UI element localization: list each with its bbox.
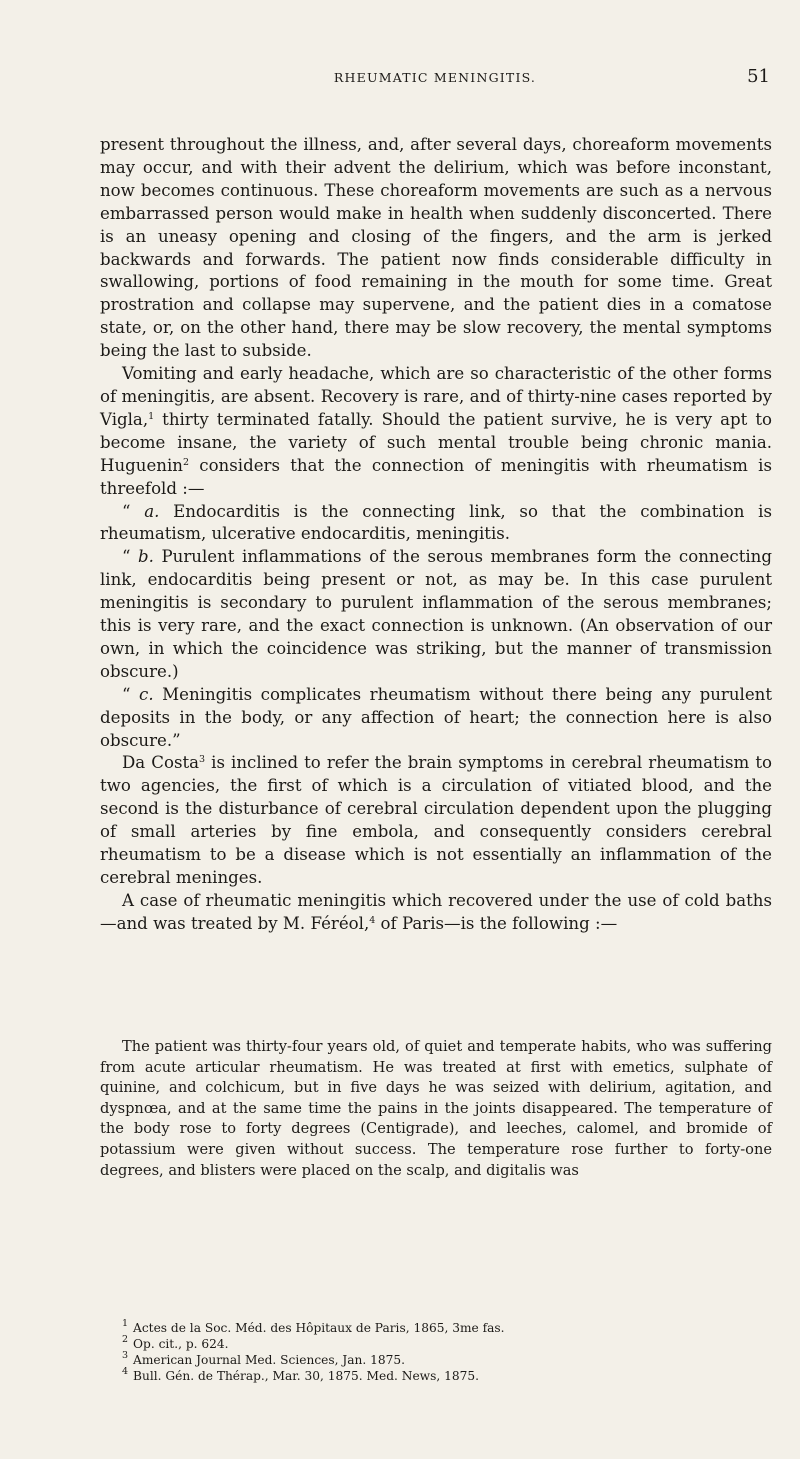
item-label: c. (139, 684, 154, 704)
paragraph-text: is inclined to refer the brain symptoms in cerebral rheumatism to two agencies, the first of which is a circulation of vitiated blood, and the second is the disturbance of cerebral circulation dependent upon the plugging of small arteries by fine embola, and consequently considers cerebral rheumatism to be a disease which is not essentially an inflammation of the cerebral meninges. (100, 753, 772, 887)
paragraph-text: of Paris—is the following :— (375, 913, 618, 933)
footnote-marker: 1 (122, 1318, 129, 1329)
paragraph-text: present throughout the illness, and, after several days, choreaform movements may occur, and with their advent the delirium, which was before inconstant, now becomes continuous. These choreaform movements are such as a nervous embarrassed person would make in health when suddenly disconcerted. There is an uneasy opening and closing of the fingers, and the arm is jerked backwards and forwards. The patient now finds considerable difficulty in swallowing, portions of food remaining in the mouth for some time. Great prostration and collapse may supervene, and the patient dies in a comatose state, or, on the other hand, there may be slow recovery, the mental symptoms being the last to subside. (100, 135, 772, 361)
footnote-2 (122, 1336, 772, 1352)
open-quote: “ (122, 547, 139, 567)
item-text: Endocarditis is the connecting link, so that the combination is rheumatism, ulcerative endocarditis, meningitis. (100, 501, 772, 544)
footnote-text: American Journal Med. Sciences, Jan. 1875. (133, 1353, 405, 1367)
footnote-3 (122, 1352, 772, 1368)
paragraph-text: Da Costa (122, 753, 200, 773)
footnote-ref-4: 4 (369, 914, 376, 926)
item-text: Purulent inflammations of the serous membranes form the connecting link, endocarditis being present or not, as may be. In this case purulent meningitis is secondary to purulent inflammation of the serous membranes; this is very rare, and the exact connection is unknown. (An observation of our own, in which the coincidence was striking, but the manner of transmission obscure.) (100, 547, 772, 681)
paragraph-da-costa (100, 752, 772, 889)
case-report (100, 1037, 772, 1181)
running-title: RHEUMATIC MENINGITIS. (333, 70, 537, 85)
paragraph-fereol-case (100, 890, 772, 936)
paragraph-text: thirty terminated fatally. Should the patient survive, he is very apt to become insane, the variety of such mental trouble being chronic mania. Huguenin (100, 409, 772, 475)
paragraph-vigla (100, 363, 772, 500)
footnote-text: Actes de la Soc. Méd. des Hôpitaux de Paris, 1865, 3me fas. (133, 1321, 505, 1335)
footnote-ref-1: 1 (148, 410, 155, 422)
footnote-marker: 3 (122, 1350, 129, 1361)
paragraph-text: Vomiting and early headache, which are so characteristic of the other forms of meningitis, are absent. Recovery is rare, and of thirty-nine cases reported by Vigla, (100, 364, 772, 429)
running-header (100, 66, 770, 90)
paragraph-continued (100, 134, 772, 363)
item-text: Meningitis complicates rheumatism without there being any purulent deposits in the body, or any affection of heart; the connection here is also obscure.” (100, 684, 772, 750)
footnote-1 (122, 1320, 772, 1336)
footnote-4 (122, 1368, 772, 1384)
footnote-ref-3: 3 (199, 754, 206, 766)
page-number: 51 (747, 66, 770, 87)
quote-item-c (100, 684, 772, 753)
footnote-marker: 4 (122, 1366, 129, 1377)
quote-item-b (100, 546, 772, 683)
footnotes (122, 1320, 772, 1384)
open-quote: “ (122, 684, 140, 704)
footnote-ref-2: 2 (182, 456, 190, 468)
case-report-text: The patient was thirty-four years old, of quiet and temperate habits, who was suffering from acute articular rheumatism. He was treated at first with emetics, sulphate of quinine, and colchicum, but in five days he was seized with delirium, agitation, and dyspnœa, and at the same time the pains in the joints disappeared. The temperature of the body rose to forty degrees (Centigrade), and leeches, calomel, and bromide of potassium were given without success. The temperature rose further to forty-one degrees, and blisters were placed on the scalp, and digitalis was (100, 1038, 772, 1179)
quote-item-a (100, 501, 772, 547)
paragraph-text: A case of rheumatic meningitis which recovered under the use of cold baths—and was treated by M. Féréol, (100, 890, 772, 933)
item-label: b. (138, 547, 154, 567)
footnote-text: Bull. Gén. de Thérap., Mar. 30, 1875. Med. News, 1875. (133, 1369, 479, 1383)
footnote-marker: 2 (122, 1334, 129, 1345)
open-quote: “ (122, 501, 145, 521)
main-text (100, 134, 772, 936)
paragraph-text: considers that the connection of meningitis with rheumatism is threefold :— (100, 455, 772, 498)
footnote-text: Op. cit., p. 624. (133, 1337, 229, 1351)
item-label: a. (144, 501, 160, 521)
